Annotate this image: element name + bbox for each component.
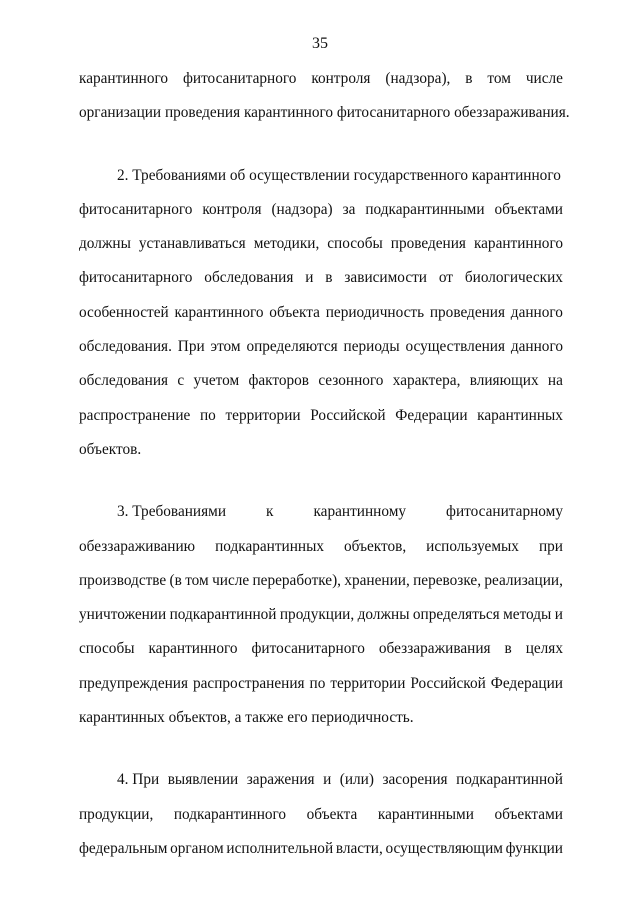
word: проведения [429, 303, 506, 321]
word: перевозке, [413, 571, 482, 589]
word: в [465, 70, 473, 87]
text-line [79, 840, 563, 874]
word: используемых [426, 537, 519, 555]
word: факторов [248, 372, 310, 390]
document-body [79, 70, 570, 874]
word: учетом [193, 372, 240, 390]
word: карантинного [148, 640, 238, 658]
text-line [79, 441, 563, 475]
word: карантинного [79, 70, 169, 87]
word: зависимости [344, 269, 427, 287]
word: характера, [392, 372, 461, 390]
word: объектов. [79, 440, 142, 458]
word: функции [505, 839, 563, 857]
word: власти, [335, 839, 383, 857]
word: переработке), [252, 571, 342, 589]
text-line [79, 572, 563, 606]
word: объекта [306, 805, 358, 823]
word: продукции, [79, 805, 154, 823]
word: карантинных [477, 406, 563, 424]
word: к [266, 503, 274, 521]
paragraph-gap [79, 475, 563, 503]
text-line [79, 503, 563, 537]
text-line [79, 104, 570, 138]
text-line [79, 675, 563, 709]
text-line [79, 235, 563, 269]
paragraph [79, 167, 563, 476]
paragraph [79, 771, 563, 874]
word: (надзора) [271, 200, 333, 218]
word: обследования [204, 269, 294, 287]
word: периодичность [325, 303, 425, 321]
word: органом [170, 839, 224, 857]
word: биологических [464, 269, 563, 287]
text-line [79, 338, 563, 372]
word: карантинного [473, 235, 563, 253]
word: обследования. [79, 338, 172, 356]
word: и [305, 269, 314, 287]
word: фитосанитарному [446, 503, 563, 521]
word: предупреждения [79, 674, 189, 692]
word: осуществления [405, 338, 506, 356]
word: засорения [382, 771, 448, 789]
word: объектами [494, 805, 563, 823]
word: сезонного [318, 372, 384, 390]
word: федеральным [79, 839, 168, 857]
word: способы [79, 640, 135, 658]
word: При [177, 338, 205, 356]
word: подкарантинных [215, 537, 325, 555]
word: на [547, 372, 563, 390]
word: данного [510, 303, 563, 321]
page-number: 35 [312, 35, 328, 52]
word: в [325, 269, 333, 287]
word: обеззараживанию [79, 537, 196, 555]
word: заражения [246, 771, 315, 789]
word: методы [503, 606, 552, 624]
word: по [199, 406, 216, 424]
text-line [79, 771, 563, 805]
text-line [79, 407, 563, 441]
word: исполнительной [226, 839, 334, 857]
word: обследования [79, 372, 169, 390]
word: особенностей [79, 303, 169, 321]
text-line [79, 70, 563, 104]
word: распространение [79, 406, 191, 424]
word: объектов, [344, 537, 407, 555]
text-line [79, 304, 563, 338]
word: и [323, 771, 332, 789]
word: карантинными [377, 805, 474, 823]
word: фитосанитарного [79, 269, 193, 287]
word: данного [510, 338, 563, 356]
word: карантинных объектов, а также его периодичность. [79, 709, 414, 727]
text-line [79, 806, 563, 840]
word: периоды [343, 338, 400, 356]
paragraph [79, 503, 563, 743]
word: хранении, [344, 571, 410, 589]
word: фитосанитарного [182, 70, 297, 87]
word: том [185, 571, 209, 589]
word: числе [525, 70, 563, 87]
word: объектами [494, 200, 563, 218]
word: по [309, 674, 326, 692]
text-line [79, 709, 563, 743]
word: за [342, 200, 356, 218]
text-line [79, 167, 563, 201]
word: подкарантинной [169, 606, 277, 624]
word: при [538, 537, 563, 555]
word: продукции, [279, 606, 355, 624]
word: (в [169, 571, 182, 589]
text-line [79, 372, 563, 406]
word: проведения [390, 235, 466, 253]
word: должны [79, 235, 131, 253]
word: распространения [192, 674, 305, 692]
word: реализации, [484, 571, 563, 589]
word: подкарантинными [365, 200, 485, 218]
word: контроля [202, 200, 262, 218]
text-line [79, 201, 563, 235]
word: этом [210, 338, 241, 356]
word: влияющих [469, 372, 539, 390]
word: Федерации [395, 406, 468, 424]
word: производстве [79, 571, 167, 589]
paragraph [79, 70, 570, 139]
text-line [79, 269, 563, 303]
word: обеззараживания [378, 640, 491, 658]
word: карантинного [174, 303, 264, 321]
word: определяются [246, 338, 338, 356]
word: 4. При [117, 771, 160, 789]
word: 2. Требованиями об осуществлении государственного карантинного [117, 166, 561, 184]
word: уничтожении [79, 606, 167, 624]
text-line [79, 538, 563, 572]
word: выявлении [167, 771, 239, 789]
text-line [79, 640, 563, 674]
word: подкарантинной [456, 771, 563, 789]
word: должны [357, 606, 410, 624]
word: территории [330, 674, 406, 692]
word: том [487, 70, 511, 87]
word: 3. Требованиями [117, 503, 227, 521]
word: устанавливаться [138, 235, 246, 253]
word: и [554, 606, 563, 624]
word: в [504, 640, 512, 658]
word: Российской [310, 406, 386, 424]
word: Федерации [490, 674, 563, 692]
word: осуществляющим [385, 839, 503, 857]
word: с [177, 372, 185, 390]
word: объекта [269, 303, 320, 321]
word: целях [525, 640, 563, 658]
word: территории [225, 406, 301, 424]
word: (или) [339, 771, 374, 789]
word: Российской [410, 674, 486, 692]
word: (надзора), [385, 70, 451, 87]
word: фитосанитарного [251, 640, 365, 658]
word: способы [327, 235, 383, 253]
word: контроля [311, 70, 371, 87]
word: карантинному [313, 503, 407, 521]
word: числе [212, 571, 250, 589]
word: методики, [253, 235, 320, 253]
paragraph-gap [79, 743, 563, 771]
word: определяться [412, 606, 500, 624]
word: фитосанитарного [79, 200, 193, 218]
word: подкарантинного [173, 805, 287, 823]
word: организации проведения карантинного фитосанитарного обеззараживания. [79, 104, 570, 122]
paragraph-gap [79, 139, 563, 167]
text-line [79, 606, 563, 640]
word: от [438, 269, 453, 287]
